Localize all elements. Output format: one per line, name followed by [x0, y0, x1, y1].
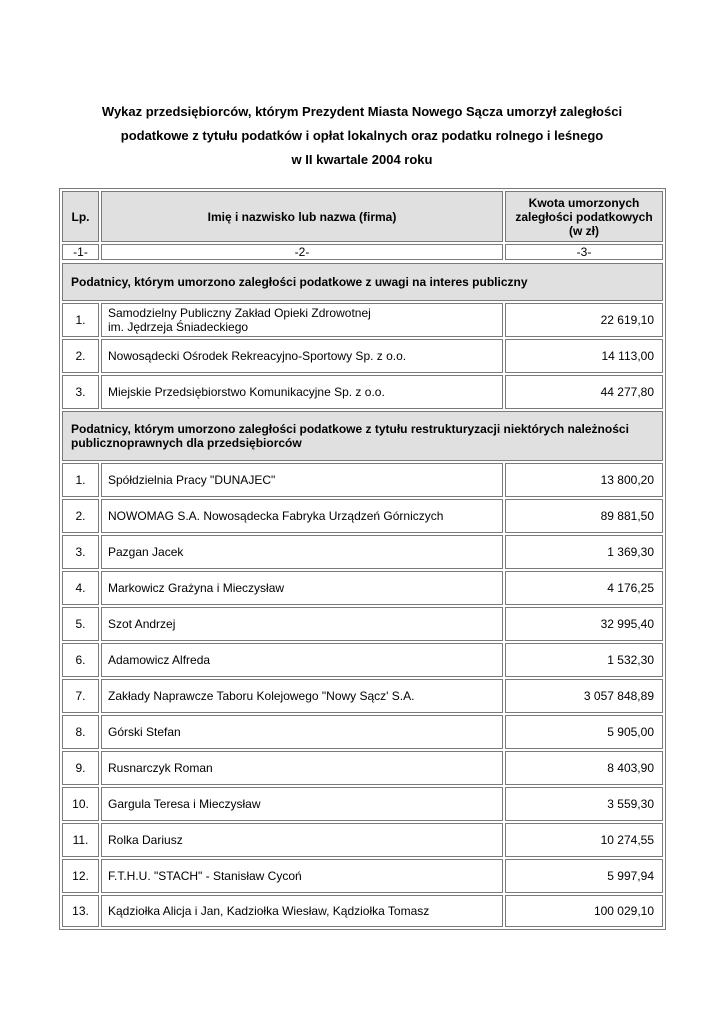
- table-row-name: Spółdzielnia Pracy "DUNAJEC": [101, 463, 503, 497]
- table-row-name: NOWOMAG S.A. Nowosądecka Fabryka Urządzeń Górniczych: [101, 499, 503, 533]
- table-row-amount: 13 800,20: [505, 463, 663, 497]
- table-row-amount: 10 274,55: [505, 823, 663, 857]
- table-row-lp: 6.: [62, 643, 99, 677]
- table-row-name: Gargula Teresa i Mieczysław: [101, 787, 503, 821]
- table-row-amount: 89 881,50: [505, 499, 663, 533]
- table-row-lp: 7.: [62, 679, 99, 713]
- table-row-lp: 11.: [62, 823, 99, 857]
- title-line-1: Wykaz przedsiębiorców, którym Prezydent Miasta Nowego Sącza umorzył zaległości: [101, 104, 623, 119]
- header-amount: Kwota umorzonych zaległości podatkowych (w zł): [505, 191, 663, 242]
- table-row-amount: 3 559,30: [505, 787, 663, 821]
- table-row-amount: 3 057 848,89: [505, 679, 663, 713]
- section-2-header: Podatnicy, którym umorzono zaległości podatkowe z tytułu restrukturyzacji niektórych należności publicznoprawnych dla przedsiębiorców: [62, 411, 663, 461]
- table-row-name: Samodzielny Publiczny Zakład Opieki Zdrowotnej im. Jędrzeja Śniadeckiego: [101, 303, 503, 337]
- table-row-amount: 5 997,94: [505, 859, 663, 893]
- table-row-name: Górski Stefan: [101, 715, 503, 749]
- table-row-name: Markowicz Grażyna i Mieczysław: [101, 571, 503, 605]
- table-row-name: Szot Andrzej: [101, 607, 503, 641]
- table-row-lp: 1.: [62, 303, 99, 337]
- table-row-amount: 22 619,10: [505, 303, 663, 337]
- table-row-lp: 4.: [62, 571, 99, 605]
- table-row-lp: 9.: [62, 751, 99, 785]
- document-title: [40, 100, 684, 172]
- table-row-lp: 3.: [62, 375, 99, 409]
- header-lp: Lp.: [62, 191, 99, 242]
- table-row-name: Rolka Dariusz: [101, 823, 503, 857]
- table-row-name: Adamowicz Alfreda: [101, 643, 503, 677]
- table-row-amount: 14 113,00: [505, 339, 663, 373]
- table-row-name: Miejskie Przedsiębiorstwo Komunikacyjne Sp. z o.o.: [101, 375, 503, 409]
- table-row-lp: 1.: [62, 463, 99, 497]
- table-row-amount: 100 029,10: [505, 895, 663, 927]
- title-line-3: w II kwartale 2004 roku: [291, 152, 433, 167]
- table-row-lp: 10.: [62, 787, 99, 821]
- table-row-amount: 1 369,30: [505, 535, 663, 569]
- table-row-lp: 8.: [62, 715, 99, 749]
- table-row-name: Zakłady Naprawcze Taboru Kolejowego "Nowy Sącz' S.A.: [101, 679, 503, 713]
- table-row-name: Pazgan Jacek: [101, 535, 503, 569]
- table-row-lp: 13.: [62, 895, 99, 927]
- table-row-amount: 4 176,25: [505, 571, 663, 605]
- debt-table: [59, 188, 666, 930]
- table-row-name: Rusnarczyk Roman: [101, 751, 503, 785]
- table-row-amount: 44 277,80: [505, 375, 663, 409]
- table-row-lp: 12.: [62, 859, 99, 893]
- column-number-3: -3-: [505, 244, 663, 260]
- section-1-header: Podatnicy, którym umorzono zaległości podatkowe z uwagi na interes publiczny: [62, 263, 663, 301]
- column-number-2: -2-: [101, 244, 503, 260]
- table-row-amount: 8 403,90: [505, 751, 663, 785]
- table-row-lp: 5.: [62, 607, 99, 641]
- table-row-amount: 5 905,00: [505, 715, 663, 749]
- table-row-name: F.T.H.U. "STACH" - Stanisław Cycoń: [101, 859, 503, 893]
- header-name: Imię i nazwisko lub nazwa (firma): [101, 191, 503, 242]
- title-line-2: podatkowe z tytułu podatków i opłat lokalnych oraz podatku rolnego i leśnego: [120, 128, 604, 143]
- table-row-amount: 1 532,30: [505, 643, 663, 677]
- column-number-1: -1-: [62, 244, 99, 260]
- table-row-name: Kądziołka Alicja i Jan, Kadziołka Wiesław, Kądziołka Tomasz: [101, 895, 503, 927]
- table-row-lp: 2.: [62, 339, 99, 373]
- table-row-amount: 32 995,40: [505, 607, 663, 641]
- table-row-name: Nowosądecki Ośrodek Rekreacyjno-Sportowy Sp. z o.o.: [101, 339, 503, 373]
- table-row-lp: 3.: [62, 535, 99, 569]
- table-row-lp: 2.: [62, 499, 99, 533]
